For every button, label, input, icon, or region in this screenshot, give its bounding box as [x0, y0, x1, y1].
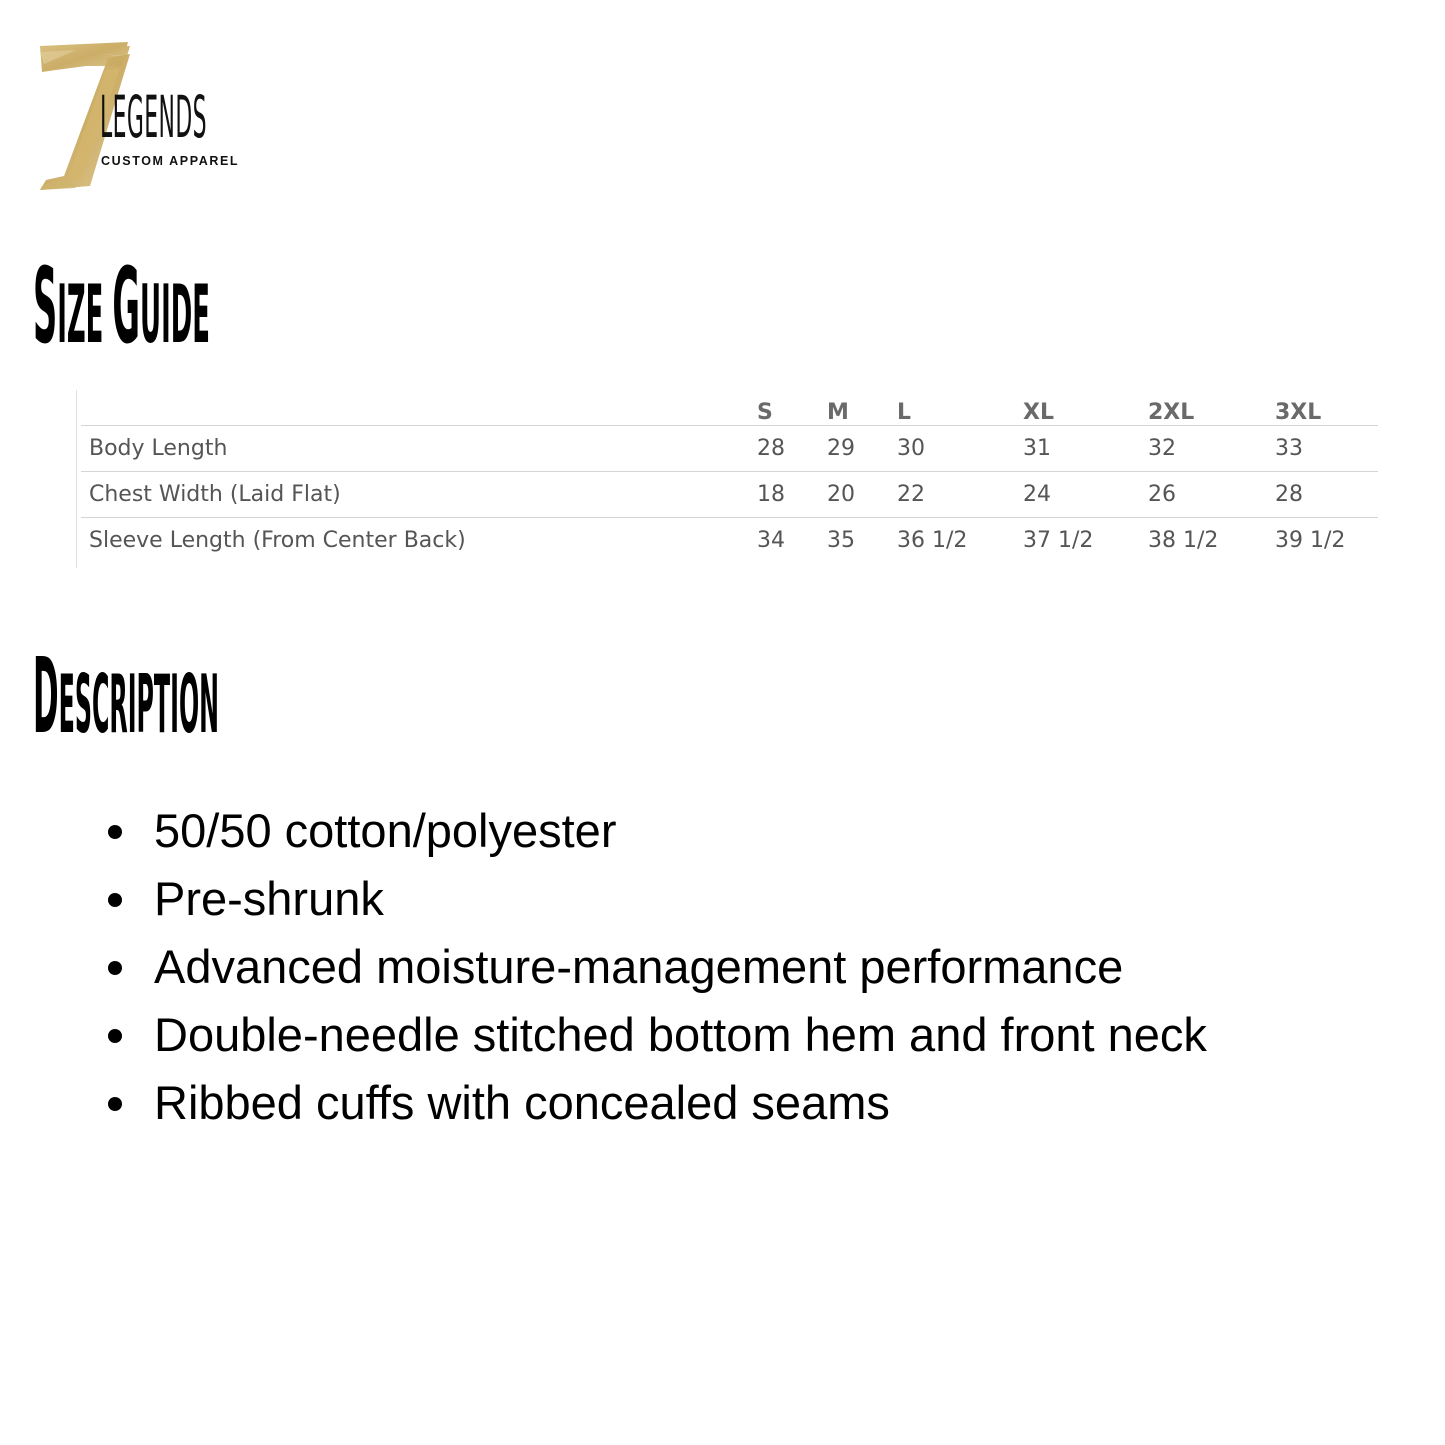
list-item — [104, 802, 1207, 870]
list-item-text: Pre-shrunk — [154, 872, 384, 925]
description-heading-rest: ESCRIPTION — [58, 658, 220, 751]
bullet-icon — [108, 1029, 122, 1043]
column-header-3xl: 3XL — [1275, 390, 1378, 426]
row-label-body-length: Body Length — [81, 426, 757, 472]
table-row — [81, 426, 1378, 472]
column-header-l: L — [897, 390, 1023, 426]
table-cell: 28 — [1275, 472, 1378, 518]
table-cell: 39 1/2 — [1275, 528, 1346, 553]
bullet-icon — [108, 1097, 122, 1111]
table-cell: 29 — [827, 426, 897, 472]
table-cell: 32 — [1148, 426, 1275, 472]
row-label-sleeve-length: Sleeve Length (From Center Back) — [89, 528, 466, 553]
table-cell: 38 1/2 — [1148, 528, 1219, 553]
row-label-chest-width: Chest Width (Laid Flat) — [81, 472, 757, 518]
column-header-blank — [81, 390, 757, 426]
size-guide-heading-s: S — [33, 245, 58, 367]
logo-tagline: CUSTOM APPAREL — [101, 154, 240, 168]
column-header-2xl: 2XL — [1148, 390, 1275, 426]
table-cell: 28 — [757, 426, 827, 472]
table-cell: 35 — [827, 528, 855, 553]
table-cell: 30 — [897, 426, 1023, 472]
table-cell: 34 — [757, 528, 785, 553]
bullet-icon — [108, 961, 122, 975]
size-table-container — [76, 390, 1379, 568]
size-guide-heading — [33, 245, 210, 367]
table-cell: 31 — [1023, 426, 1148, 472]
column-header-xl: XL — [1023, 390, 1148, 426]
list-item — [104, 938, 1207, 1006]
list-item — [104, 1074, 1207, 1142]
description-heading — [33, 635, 220, 757]
brand-logo — [36, 40, 256, 192]
logo-wordmark: LEGENDS — [100, 83, 208, 151]
size-guide-heading-g: G — [112, 245, 141, 367]
table-row — [81, 472, 1378, 518]
size-table — [81, 390, 1378, 563]
list-item-text: Ribbed cuffs with concealed seams — [154, 1076, 890, 1129]
size-guide-heading-uide: UIDE — [140, 268, 210, 361]
table-cell: 33 — [1275, 426, 1378, 472]
table-cell: 37 1/2 — [1023, 528, 1094, 553]
table-row — [81, 518, 1378, 564]
table-cell: 18 — [757, 472, 827, 518]
column-header-s: S — [757, 390, 827, 426]
bullet-icon — [108, 893, 122, 907]
table-cell: 20 — [827, 472, 897, 518]
description-heading-d: D — [33, 635, 59, 757]
size-guide-heading-ize: IZE — [57, 268, 113, 361]
list-item — [104, 1006, 1207, 1074]
table-cell: 22 — [897, 472, 1023, 518]
table-cell: 26 — [1148, 472, 1275, 518]
bullet-icon — [108, 825, 122, 839]
table-cell: 36 1/2 — [897, 528, 968, 553]
description-list — [104, 802, 1207, 1142]
size-table-header-row — [81, 390, 1378, 426]
column-header-m: M — [827, 390, 897, 426]
list-item-text: Double-needle stitched bottom hem and front neck — [154, 1008, 1207, 1061]
table-cell: 24 — [1023, 472, 1148, 518]
list-item-text: Advanced moisture-management performance — [154, 940, 1124, 993]
list-item-text: 50/50 cotton/polyester — [154, 804, 617, 857]
list-item — [104, 870, 1207, 938]
